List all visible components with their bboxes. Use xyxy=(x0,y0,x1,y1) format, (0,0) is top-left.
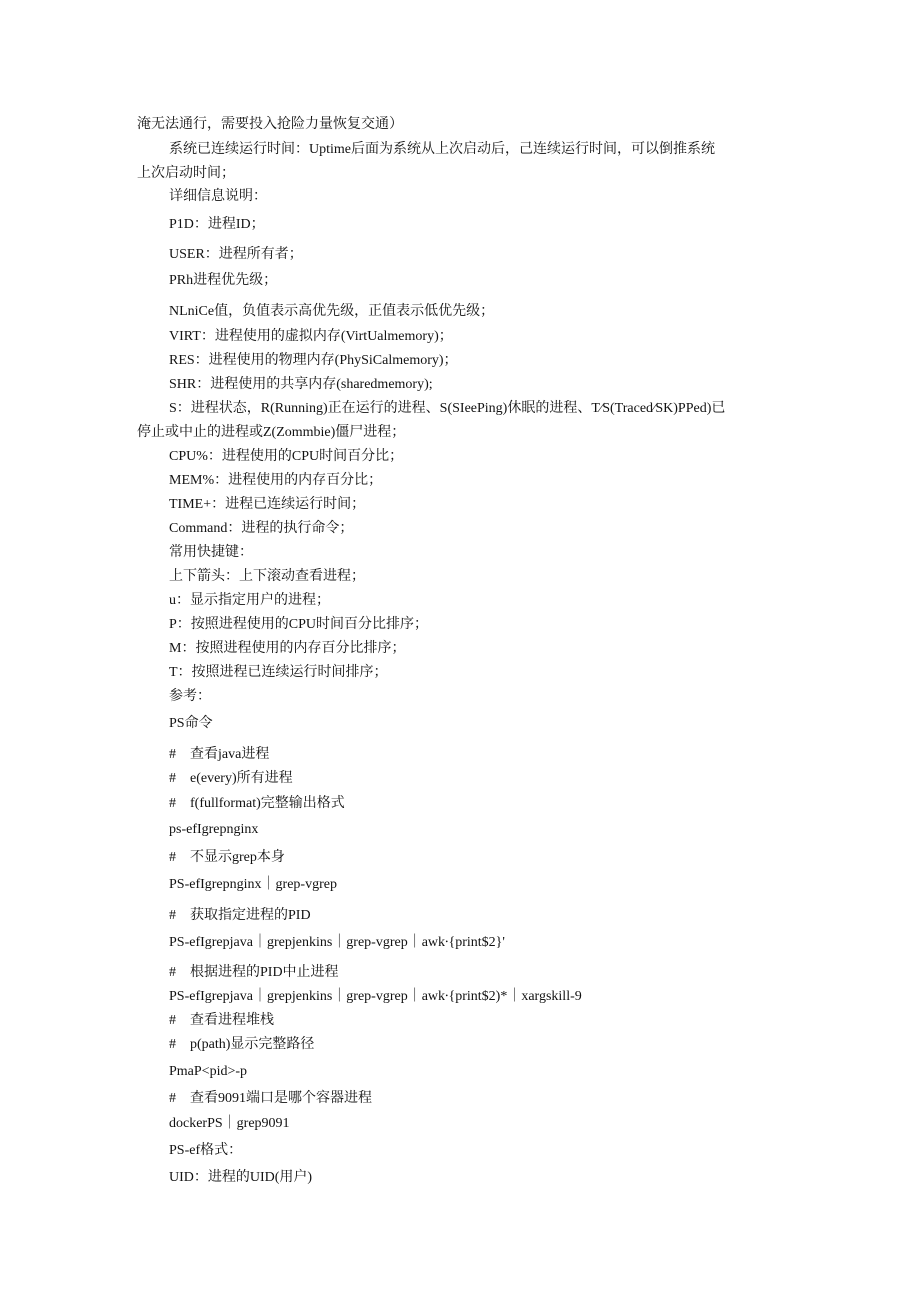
text-line: 详细信息说明： xyxy=(169,189,267,204)
text-line: # 不显示grep本身 xyxy=(169,850,285,865)
text-line: PS命令 xyxy=(169,716,213,731)
text-line: PRh进程优先级； xyxy=(169,273,278,288)
text-line: u：显示指定用户的进程； xyxy=(169,593,330,608)
text-line: PmaP<pid>-p xyxy=(169,1064,248,1079)
text-line: 上下箭头：上下滚动查看进程； xyxy=(169,569,365,584)
text-line: 参考： xyxy=(169,689,211,704)
text-line: # 查看java进程 xyxy=(169,747,270,762)
text-line: RES：进程使用的物理内存(PhySiCalmemory)； xyxy=(169,353,458,368)
text-line: 上次启动时间； xyxy=(137,166,235,181)
text-line: # 查看9091端口是哪个容器进程 xyxy=(169,1091,372,1106)
text-line: 常用快捷键： xyxy=(169,545,253,560)
text-line: PS-efIgrepjava｜grepjenkins｜grep-vgrep｜awk∙{print$2}' xyxy=(169,935,505,950)
text-line: NLniCe值，负值表示高优先级，正值表示低优先级； xyxy=(169,304,495,319)
text-line: # f(fullformat)完整输出格式 xyxy=(169,796,345,811)
text-line: VIRT：进程使用的虚拟内存(VirtUalmemory)； xyxy=(169,329,453,344)
text-line: Command：进程的执行命令； xyxy=(169,521,354,536)
text-line: # 根据进程的PID中止进程 xyxy=(169,965,339,980)
text-line: CPU%：进程使用的CPU时间百分比； xyxy=(169,449,404,464)
text-line: # p(path)显示完整路径 xyxy=(169,1037,315,1052)
text-line: P1D：进程ID； xyxy=(169,217,265,232)
text-line: M：按照进程使用的内存百分比排序； xyxy=(169,641,406,656)
text-line: dockerPS｜grep9091 xyxy=(169,1116,290,1131)
text-line: USER：进程所有者； xyxy=(169,247,303,262)
text-line: SHR：进程使用的共享内存(sharedmemory); xyxy=(169,377,433,392)
text-line: # e(every)所有进程 xyxy=(169,771,293,786)
text-line: # 获取指定进程的PID xyxy=(169,908,311,923)
text-line: TIME+：进程已连续运行时间； xyxy=(169,497,366,512)
text-line: P：按照进程使用的CPU时间百分比排序； xyxy=(169,617,429,632)
text-line: UID：进程的UID(用户) xyxy=(169,1170,313,1185)
text-line: # 查看进程堆栈 xyxy=(169,1013,274,1028)
text-line: PS-ef格式： xyxy=(169,1143,243,1158)
text-line: 停止或中止的进程或Z(Zommbie)僵尸进程； xyxy=(137,425,406,440)
text-line: PS-efIgrepnginx｜grep-vgrep xyxy=(169,877,337,892)
text-line: S：进程状态，R(Running)正在运行的进程、S(SIeePing)休眠的进程、T∕S(Traced∕SK)PPed)已 xyxy=(169,401,726,416)
text-line: MEM%：进程使用的内存百分比； xyxy=(169,473,383,488)
text-line: PS-efIgrepjava｜grepjenkins｜grep-vgrep｜awk∙{print$2)*｜xargskill-9 xyxy=(169,989,582,1004)
text-line: 淹无法通行，需要投入抢险力量恢复交通） xyxy=(137,117,403,132)
text-line: 系统已连续运行时间：Uptime后面为系统从上次启动后，己连续运行时间，可以倒推系统 xyxy=(169,142,715,157)
text-line: ps-efIgrepnginx xyxy=(169,822,259,837)
text-line: T：按照进程已连续运行时间排序； xyxy=(169,665,388,680)
